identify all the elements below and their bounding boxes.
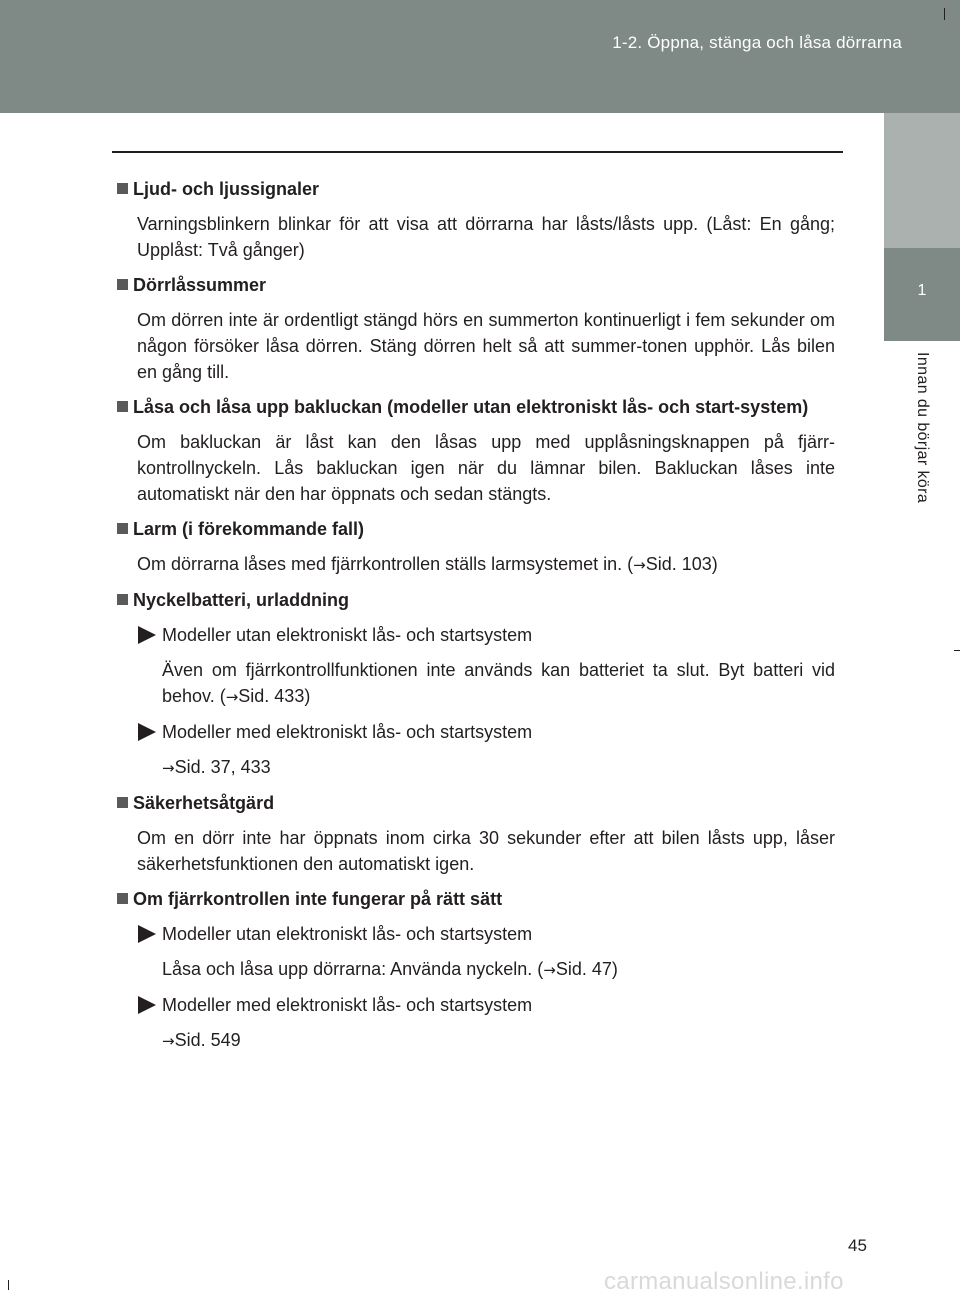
trim-mark-bottom-left — [8, 1280, 9, 1290]
section-heading: Nyckelbatteri, urladdning — [117, 587, 835, 613]
section-remote-not-working — [117, 886, 835, 1054]
arrow-right-icon: → — [162, 1032, 175, 1050]
model-bullet: Modeller med elektroniskt lås- och startsystem — [117, 992, 835, 1018]
page-content — [117, 176, 835, 1063]
section-door-lock-buzzer — [117, 272, 835, 385]
section-tailgate-lock — [117, 394, 835, 507]
section-alarm — [117, 516, 835, 578]
chapter-title: 1-2. Öppna, stänga och låsa dörrarna — [612, 33, 902, 52]
model-bullet: Modeller utan elektroniskt lås- och startsystem — [117, 921, 835, 947]
square-bullet-icon — [117, 279, 128, 290]
trim-mark-right-mid — [954, 650, 960, 651]
model-bullet: Modeller utan elektroniskt lås- och startsystem — [117, 622, 835, 648]
triangle-bullet-icon — [138, 925, 156, 943]
section-body: Om en dörr inte har öppnats inom cirka 30 sekunder efter att bilen låsts upp, låser säkerhetsfunktionen den automatiskt igen. — [137, 828, 835, 874]
section-sound-light-signals — [117, 176, 835, 263]
section-heading: Om fjärrkontrollen inte fungerar på rätt sätt — [117, 886, 835, 912]
page-number: 45 — [848, 1236, 867, 1255]
triangle-bullet-icon — [138, 626, 156, 644]
square-bullet-icon — [117, 594, 128, 605]
square-bullet-icon — [117, 893, 128, 904]
square-bullet-icon — [117, 401, 128, 412]
section-heading: Dörrlåssummer — [117, 272, 835, 298]
header-bar — [0, 0, 960, 113]
section-heading: Ljud- och ljussignaler — [117, 176, 835, 202]
section-body: Varningsblinkern blinkar för att visa att dörrarna har låsts/låsts upp. (Låst: En gång; Upplåst: Två gånger) — [137, 214, 835, 260]
section-key-battery — [117, 587, 835, 781]
side-tab-label — [864, 342, 960, 582]
page-reference: Sid. 47) — [555, 959, 618, 979]
page-reference: Sid. 37, 433 — [174, 757, 271, 777]
square-bullet-icon — [117, 183, 128, 194]
bullet-body — [117, 754, 835, 781]
arrow-right-icon: → — [225, 688, 239, 706]
trim-mark-top — [944, 8, 945, 20]
bullet-body: Låsa och låsa upp dörrarna: Använda nyckeln. (→Sid. 47) — [162, 959, 618, 979]
side-tab-label-text: Innan du börjar köra — [914, 352, 931, 504]
square-bullet-icon — [117, 797, 128, 808]
section-heading: Säkerhetsåtgärd — [117, 790, 835, 816]
arrow-right-icon: → — [633, 556, 646, 574]
page-reference: Sid. 433) — [238, 686, 311, 706]
bullet-body — [117, 1027, 835, 1054]
watermark: carmanualsonline.info — [604, 1268, 844, 1295]
triangle-bullet-icon — [138, 723, 156, 741]
section-heading: Larm (i förekommande fall) — [117, 516, 835, 542]
header-rule — [112, 151, 843, 153]
section-body: Om dörren inte är ordentligt stängd hörs en summerton kontinuerligt i fem sekunder om någon försöker låsa dörren. Stäng dörren helt så att summer-tonen upphör. Lås bilen en gång till. — [137, 310, 835, 382]
section-heading: Låsa och låsa upp bakluckan (modeller utan elektroniskt lås- och start-system) — [117, 394, 835, 420]
section-body: Om bakluckan är låst kan den låsas upp med upplåsningsknappen på fjärr-kontrollnyckeln. Lås bakluckan igen när du lämnar bilen. Bakluckan låses inte automatiskt när den har öppnats och sedan stängts. — [137, 432, 835, 504]
arrow-right-icon: → — [543, 961, 556, 979]
side-tab-upper — [884, 113, 960, 248]
section-body: Om dörrarna låses med fjärrkontrollen ställs larmsystemet in. (→Sid. 103) — [137, 554, 718, 574]
bullet-body: Även om fjärrkontrollfunktionen inte används kan batteriet ta slut. Byt batteri vid behov. (→Sid. 433) — [162, 660, 835, 706]
side-tab-number: 1 — [884, 248, 960, 341]
page-reference: Sid. 103) — [645, 554, 718, 574]
page-reference: Sid. 549 — [174, 1030, 241, 1050]
model-bullet: Modeller med elektroniskt lås- och startsystem — [117, 719, 835, 745]
section-safety-measure — [117, 790, 835, 877]
triangle-bullet-icon — [138, 996, 156, 1014]
arrow-right-icon: → — [162, 759, 175, 777]
square-bullet-icon — [117, 523, 128, 534]
